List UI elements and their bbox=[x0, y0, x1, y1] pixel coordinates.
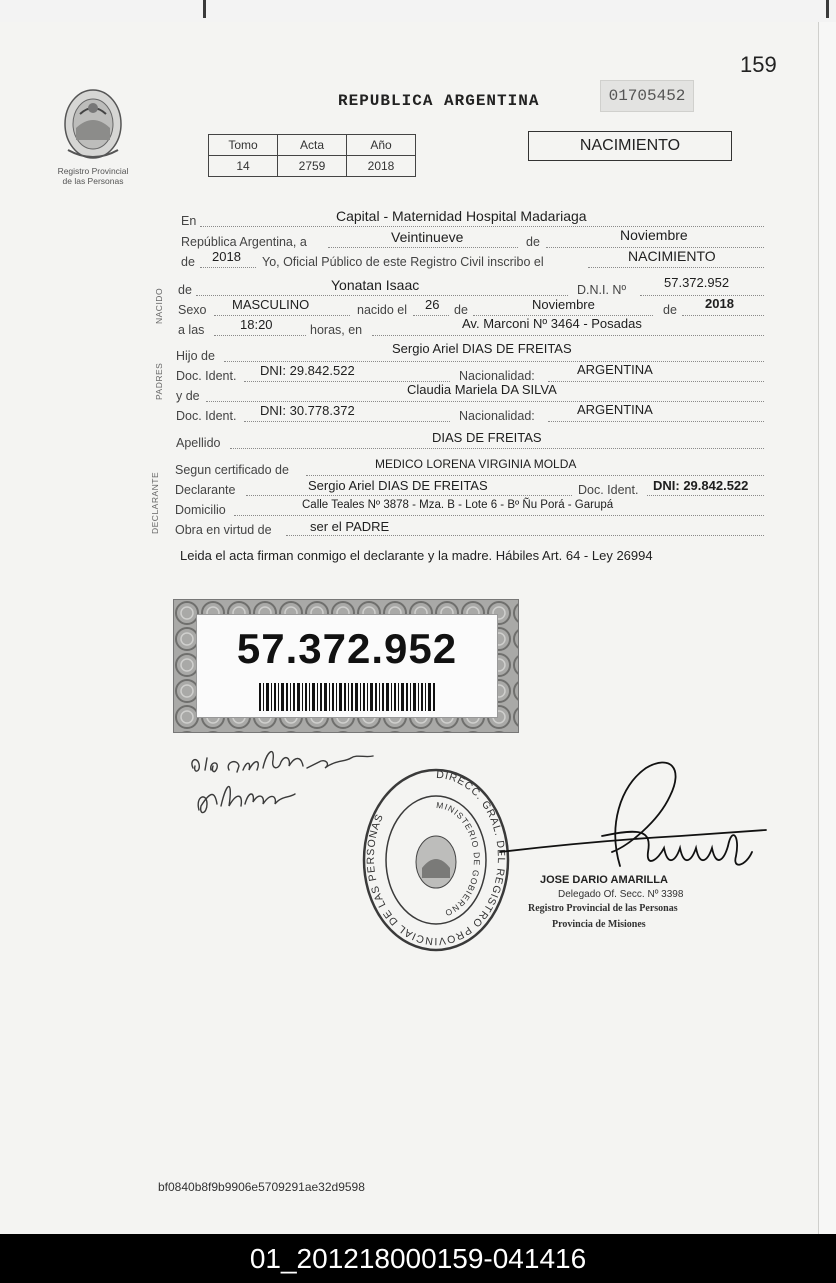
label-a-las: a las bbox=[178, 323, 205, 337]
label-republica: República Argentina, a bbox=[181, 235, 307, 249]
tomo-header: Tomo bbox=[209, 135, 278, 156]
scan-top-strip bbox=[0, 0, 836, 24]
fill-line bbox=[548, 421, 764, 422]
father-doc-value: DNI: 29.842.522 bbox=[260, 363, 355, 378]
label-apellido: Apellido bbox=[176, 436, 221, 450]
label-de-year2: de bbox=[663, 303, 677, 317]
fill-line bbox=[413, 315, 449, 316]
acta-header: Acta bbox=[278, 135, 347, 156]
stamp-line-4: Provincia de Misiones bbox=[552, 919, 646, 930]
stamp-line-2: Delegado Of. Secc. Nº 3398 bbox=[558, 889, 684, 900]
fill-line bbox=[306, 475, 764, 476]
fill-line bbox=[230, 448, 764, 449]
label-doc-ident3: Doc. Ident. bbox=[578, 483, 639, 497]
scan-mark bbox=[826, 0, 829, 18]
seal-ring-text: DIRECC. GRAL. DEL REGISTRO PROVINCIAL DE LAS PERSONAS bbox=[364, 768, 508, 948]
sex-value: MASCULINO bbox=[232, 297, 310, 312]
scan-filename-bar: 01_201218000159-041416 bbox=[0, 1234, 836, 1283]
fill-line bbox=[588, 267, 764, 268]
side-label-parents: PADRES bbox=[154, 362, 164, 400]
label-de-month: de bbox=[454, 303, 468, 317]
label-yo: Yo, Oficial Público de este Registro Civil inscribo el bbox=[262, 255, 544, 269]
fill-line bbox=[286, 535, 764, 536]
birth-year-value: 2018 bbox=[705, 296, 734, 311]
label-domicilio: Domicilio bbox=[175, 503, 226, 517]
label-de-year: de bbox=[181, 255, 195, 269]
act-value: NACIMIENTO bbox=[628, 248, 716, 264]
fill-line bbox=[200, 267, 256, 268]
place-value: Capital - Maternidad Hospital Madariaga bbox=[336, 208, 587, 224]
label-declarante: Declarante bbox=[175, 483, 236, 497]
declarant-doc-value: DNI: 29.842.522 bbox=[653, 478, 749, 493]
birth-day-value: 26 bbox=[425, 297, 440, 312]
year-value: 2018 bbox=[212, 249, 241, 264]
label-hijo-de: Hijo de bbox=[176, 349, 215, 363]
father-nationality-value: ARGENTINA bbox=[577, 362, 653, 377]
fill-line bbox=[244, 421, 450, 422]
label-de: de bbox=[526, 235, 540, 249]
label-segun: Segun certificado de bbox=[175, 463, 289, 477]
fill-line bbox=[640, 295, 764, 296]
page-number: 159 bbox=[740, 52, 777, 77]
fill-line bbox=[647, 495, 764, 496]
page-edge bbox=[818, 22, 836, 1234]
fill-line bbox=[234, 515, 764, 516]
fill-line bbox=[224, 361, 764, 362]
label-doc-ident: Doc. Ident. bbox=[176, 369, 237, 383]
sticker-label bbox=[196, 614, 498, 718]
label-sexo: Sexo bbox=[178, 303, 207, 317]
certificate-value: MEDICO LORENA VIRGINIA MOLDA bbox=[375, 457, 577, 471]
fill-line bbox=[328, 247, 518, 248]
label-horas-en: horas, en bbox=[310, 323, 363, 337]
fill-line bbox=[214, 335, 306, 336]
label-nacionalidad2: Nacionalidad: bbox=[459, 409, 535, 423]
day-value: Veintinueve bbox=[391, 229, 464, 245]
label-nacionalidad: Nacionalidad: bbox=[459, 369, 535, 383]
tomo-value: 14 bbox=[209, 156, 278, 177]
fill-line bbox=[548, 381, 764, 382]
dni-sticker bbox=[173, 599, 519, 733]
label-doc-ident2: Doc. Ident. bbox=[176, 409, 237, 423]
anio-value: 2018 bbox=[347, 156, 416, 177]
stamp-officer-name: JOSE DARIO AMARILLA bbox=[540, 874, 668, 886]
record-type-box: NACIMIENTO bbox=[528, 131, 732, 161]
birth-month-value: Noviembre bbox=[532, 297, 595, 312]
fill-line bbox=[682, 315, 764, 316]
mother-nationality-value: ARGENTINA bbox=[577, 402, 653, 417]
label-y-de: y de bbox=[176, 389, 200, 403]
document-title: REPUBLICA ARGENTINA bbox=[338, 92, 540, 110]
signature-note: Leida el acta firman conmigo el declarante y la madre. Hábiles Art. 64 - Ley 26994 bbox=[180, 548, 653, 563]
scan-mark bbox=[203, 0, 206, 18]
sticker-dni-number: 57.372.952 bbox=[236, 625, 458, 672]
registry-caption: Registro Provincial de las Personas bbox=[57, 166, 129, 186]
by-virtue-value: ser el PADRE bbox=[310, 519, 390, 534]
declarant-value: Sergio Ariel DIAS DE FREITAS bbox=[308, 478, 488, 493]
side-label-born: NACIDO bbox=[154, 287, 164, 324]
fill-line bbox=[246, 495, 572, 496]
anio-header: Año bbox=[347, 135, 416, 156]
side-label-declarant: DECLARANTE bbox=[150, 471, 160, 534]
domicile-value: Calle Teales Nº 3878 - Mza. B - Lote 6 - Bº Ñu Porá - Garupá bbox=[302, 499, 614, 511]
seal-inner-text: MINISTERIO DE GOBIERNO bbox=[435, 799, 483, 919]
barcode bbox=[259, 683, 437, 711]
label-en: En bbox=[181, 214, 197, 228]
dni-value: 57.372.952 bbox=[664, 275, 730, 290]
fill-line bbox=[196, 295, 568, 296]
fill-line bbox=[214, 315, 350, 316]
book-reference-table bbox=[208, 134, 416, 177]
provincial-emblem-icon bbox=[58, 84, 128, 164]
stamp-line-3: Registro Provincial de las Personas bbox=[528, 903, 678, 914]
acta-value: 2759 bbox=[278, 156, 347, 177]
time-value: 18:20 bbox=[240, 317, 273, 332]
label-dni: D.N.I. Nº bbox=[577, 283, 627, 297]
document-hash: bf0840b8f9b9906e5709291ae32d9598 bbox=[158, 1180, 365, 1194]
mother-value: Claudia Mariela DA SILVA bbox=[407, 382, 557, 397]
month-value: Noviembre bbox=[620, 227, 688, 243]
serial-number: 01705452 bbox=[600, 80, 694, 112]
fill-line bbox=[372, 335, 764, 336]
fill-line bbox=[206, 401, 764, 402]
declarant-signature bbox=[185, 740, 385, 830]
label-nacido-el: nacido el bbox=[357, 303, 408, 317]
surname-value: DIAS DE FREITAS bbox=[432, 430, 542, 445]
birth-address-value: Av. Marconi Nº 3464 - Posadas bbox=[462, 316, 642, 331]
name-value: Yonatan Isaac bbox=[331, 277, 420, 293]
mother-doc-value: DNI: 30.778.372 bbox=[260, 403, 355, 418]
label-obra: Obra en virtud de bbox=[175, 523, 272, 537]
father-value: Sergio Ariel DIAS DE FREITAS bbox=[392, 341, 572, 356]
label-de-name: de bbox=[178, 283, 192, 297]
